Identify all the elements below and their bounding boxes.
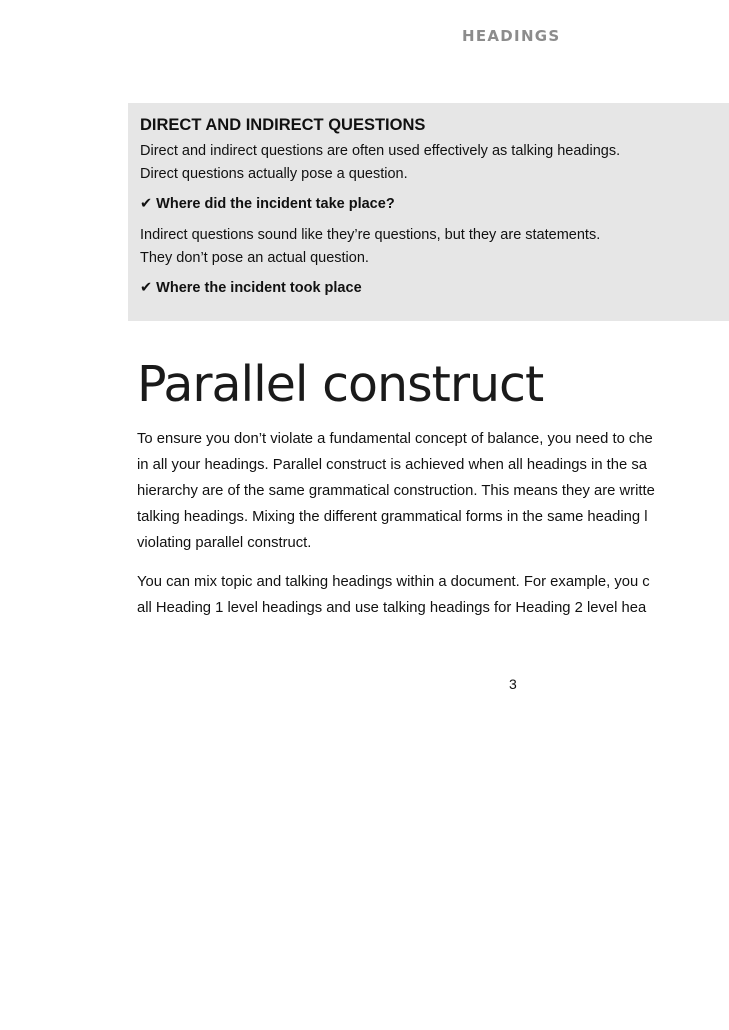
paragraph-2 <box>137 569 729 621</box>
paragraph-line: hierarchy are of the same grammatical construction. This means they are writte <box>137 483 655 499</box>
paragraph-line: violating parallel construct. <box>137 535 312 551</box>
page-number: 3 <box>509 676 517 692</box>
paragraph-line: talking headings. Mixing the different grammatical forms in the same heading l <box>137 509 648 525</box>
callout-indirect-line: Indirect questions sound like they’re questions, but they are statements. <box>140 227 601 243</box>
running-header: HEADINGS <box>462 27 561 45</box>
callout-intro-line: Direct questions actually pose a question. <box>140 166 408 182</box>
indirect-question-example: ✔ Where the incident took place <box>140 280 362 296</box>
callout-indirect-line: They don’t pose an actual question. <box>140 250 369 266</box>
callout-intro-line: Direct and indirect questions are often used effectively as talking headings. <box>140 143 621 159</box>
section-heading: Parallel construct <box>137 356 544 413</box>
paragraph-line: all Heading 1 level headings and use talking headings for Heading 2 level hea <box>137 600 647 616</box>
paragraph-line: You can mix topic and talking headings within a document. For example, you c <box>137 574 650 590</box>
callout-title: DIRECT AND INDIRECT QUESTIONS <box>140 116 426 134</box>
section-body <box>137 426 729 634</box>
paragraph-line: To ensure you don’t violate a fundamental concept of balance, you need to che <box>137 431 653 447</box>
callout-box <box>128 103 729 321</box>
paragraph-line: in all your headings. Parallel construct is achieved when all headings in the sa <box>137 457 647 473</box>
direct-question-example: ✔ Where did the incident take place? <box>140 196 395 212</box>
paragraph-1 <box>137 426 729 556</box>
